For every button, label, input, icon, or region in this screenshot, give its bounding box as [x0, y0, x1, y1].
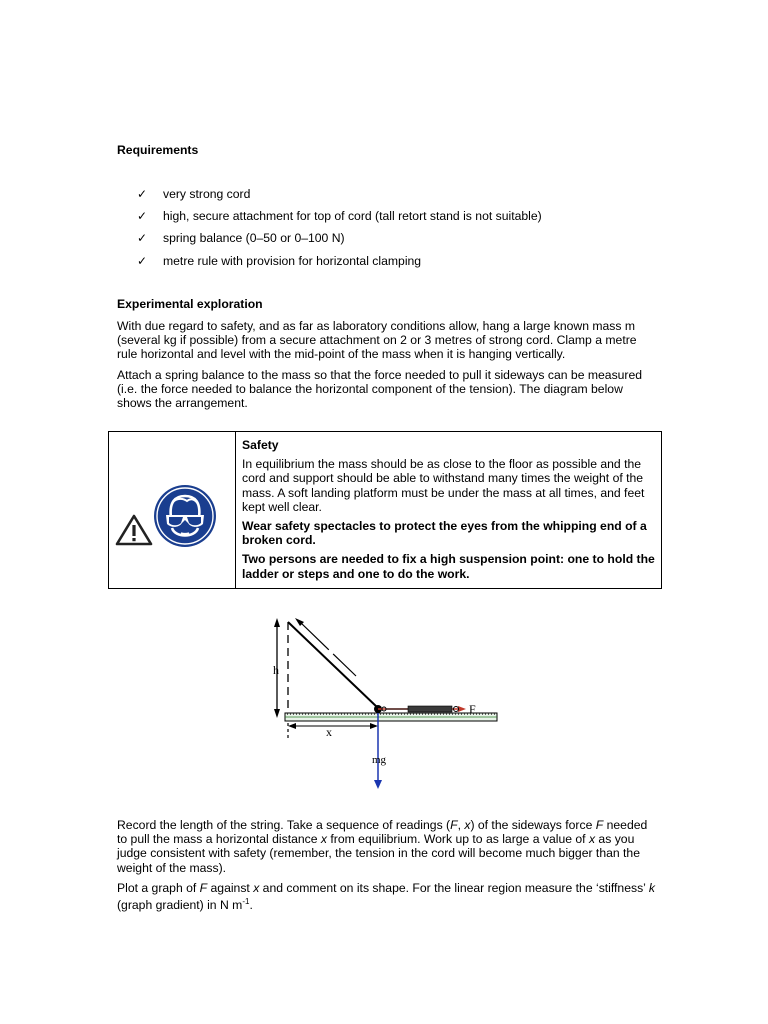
- list-item: ✓ high, secure attachment for top of cord (tall retort stand is not suitable): [137, 209, 542, 224]
- record-paragraph-1: Record the length of the string. Take a sequence of readings (F, x) of the sideways force F needed to pull the mass a horizontal distance x from equilibrium. Work up to as large a value of x as you judge consistent with safety (remember, the tension in the cord will become much bigger than the weight of the mass).: [117, 818, 648, 875]
- safety-box: [108, 431, 662, 589]
- label-mg: mg: [372, 754, 387, 766]
- list-item: ✓ spring balance (0–50 or 0–100 N): [137, 231, 345, 246]
- label-F: F: [469, 702, 476, 716]
- exploration-heading: Experimental exploration: [117, 297, 263, 311]
- x-arrow-head-left: [288, 723, 296, 729]
- safety-text: [242, 438, 657, 586]
- safety-spectacles-icon: [153, 484, 217, 548]
- spring-balance: [382, 706, 459, 712]
- force-arrow-head: [458, 706, 466, 712]
- label-h: h: [273, 663, 279, 677]
- mg-arrow-head: [374, 780, 382, 789]
- check-icon: ✓: [137, 209, 148, 224]
- list-item: ✓ metre rule with provision for horizontal clamping: [137, 253, 422, 268]
- check-icon: ✓: [137, 253, 148, 268]
- requirements-heading: Requirements: [117, 143, 199, 157]
- pendulum-diagram: [260, 610, 510, 795]
- safety-warning-two-persons: Two persons are needed to fix a high suspension point: one to hold the ladder or steps and one to do the work.: [242, 552, 655, 581]
- check-icon: ✓: [137, 231, 148, 246]
- safety-warning-spectacles: Wear safety spectacles to protect the eyes from the whipping end of a broken cord.: [242, 519, 647, 548]
- safety-heading: Safety: [242, 438, 279, 452]
- requirements-list: [137, 186, 542, 275]
- x-arrow-head-right: [370, 723, 378, 729]
- exploration-paragraph-1: With due regard to safety, and as far as laboratory conditions allow, hang a large known mass m (several kg if possible) from a secure attachment on 2 or 3 metres of strong cord. Clamp a metre rule horizontal and level with the mid-point of the mass when it is hanging vertically.: [117, 319, 637, 362]
- exploration-paragraph-2: Attach a spring balance to the mass so that the force needed to pull it sideways can be measured (i.e. the force needed to balance the horizontal component of the tension). The diagram below shows the arrangement.: [117, 367, 643, 411]
- safety-divider: [235, 432, 236, 588]
- cord-length-arrow: [300, 622, 356, 676]
- warning-triangle-icon: [115, 514, 153, 546]
- check-icon: ✓: [137, 187, 148, 201]
- list-item: ✓ very strong cord: [137, 187, 251, 201]
- exploration-text: [117, 319, 657, 416]
- metre-rule: [285, 713, 497, 721]
- h-arrow-head-bottom: [274, 709, 280, 718]
- safety-paragraph: In equilibrium the mass should be as close to the floor as possible and the cord and support should be able to withstand many times the weight of the mass. A soft landing platform must be under the mass at all times, and feet kept well clear.: [242, 457, 645, 514]
- label-x: x: [326, 725, 332, 739]
- cord: [288, 622, 378, 708]
- h-arrow-head-top: [274, 618, 280, 627]
- record-text: [117, 818, 657, 918]
- record-paragraph-2: Plot a graph of F against x and comment on its shape. For the linear region measure the ‘stiffness’ k (graph gradient) in N $m^{-1}$.: [117, 880, 655, 913]
